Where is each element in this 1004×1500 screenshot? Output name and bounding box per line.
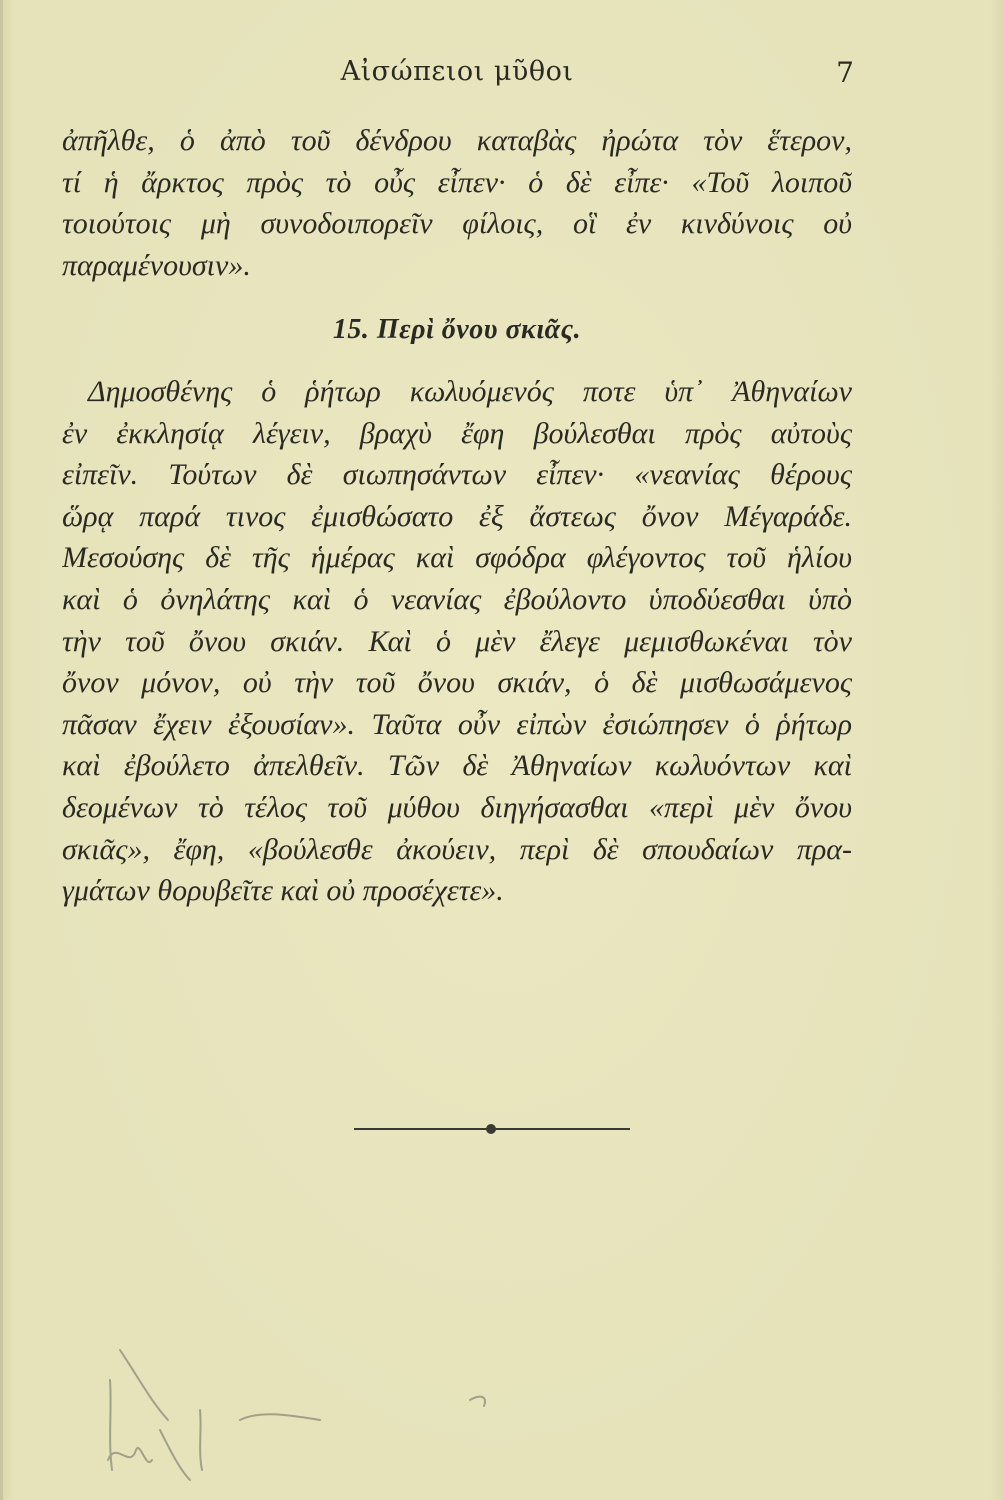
text-line: Δημοσθένης ὁ ῥήτωρ κωλυόμενός ποτε ὑπ᾿ Ἀθηναίων — [88, 374, 852, 408]
text-line: παραμένουσιν». — [62, 248, 251, 282]
text-line: ὥρᾳ παρά τινος ἐμισθώσατο ἐξ ἄστεως ὄνον Μέγαράδε. — [62, 499, 852, 533]
page-number: 7 — [836, 56, 854, 89]
header-title: Αἰσώπειοι μῦθοι — [340, 56, 574, 87]
text-line: ἀπῆλθε, ὁ ἀπὸ τοῦ δένδρου καταβὰς ἠρώτα τὸν ἕτερον, — [62, 124, 852, 157]
divider-ornament-icon — [486, 1124, 496, 1134]
text-line: δεομένων τὸ τέλος τοῦ μύθου διηγήσασθαι «περὶ μὲν ὄνου — [62, 790, 852, 824]
text-line: ὄνον μόνον, οὐ τὴν τοῦ ὄνου σκιάν, ὁ δὲ μισθωσάμενος — [62, 666, 852, 700]
section-heading: 15. Περὶ ὄνου σκιᾶς. — [332, 314, 582, 346]
text-line: καὶ ὁ ὀνηλάτης καὶ ὁ νεανίας ἐβούλοντο ὑποδύεσθαι ὑπὸ — [62, 582, 852, 616]
text-line: τί ἡ ἄρκτος πρὸς τὸ οὖς εἶπεν· ὁ δὲ εἶπε· «Τοῦ λοιποῦ — [62, 165, 852, 199]
running-header — [60, 56, 854, 96]
page-edge-shadow — [0, 0, 3, 1500]
body-text — [62, 120, 852, 912]
text-line: Μεσούσης δὲ τῆς ἡμέρας καὶ σφόδρα φλέγοντος τοῦ ἡλίου — [62, 541, 852, 575]
text-line: καὶ ἐβούλετο ἀπελθεῖν. Τῶν δὲ Ἀθηναίων κωλυόντων καὶ — [62, 749, 852, 783]
text-line: ἐν ἐκκλησίᾳ λέγειν, βραχὺ ἔφη βούλεσθαι πρὸς αὐτοὺς — [62, 416, 852, 450]
text-line: τοιούτοις μὴ συνοδοιπορεῖν φίλοις, οἳ ἐν κινδύνοις οὐ — [62, 207, 852, 241]
text-line: γμάτων θορυβεῖτε καὶ οὐ προσέχετε». — [62, 874, 504, 908]
text-line: εἰπεῖν. Τούτων δὲ σιωπησάντων εἶπεν· «νεανίας θέρους — [62, 458, 852, 492]
pencil-scribble-mark — [90, 1320, 510, 1490]
text-line: πᾶσαν ἔχειν ἐξουσίαν». Ταῦτα οὖν εἰπὼν ἐσιώπησεν ὁ ῥήτωρ — [62, 707, 852, 741]
text-line: τὴν τοῦ ὄνου σκιάν. Καὶ ὁ μὲν ἔλεγε μεμισθωκέναι τὸν — [62, 624, 852, 658]
text-line: σκιᾶς», ἔφη, «βούλεσθε ἀκούειν, περὶ δὲ σπουδαίων πρα- — [62, 832, 852, 866]
